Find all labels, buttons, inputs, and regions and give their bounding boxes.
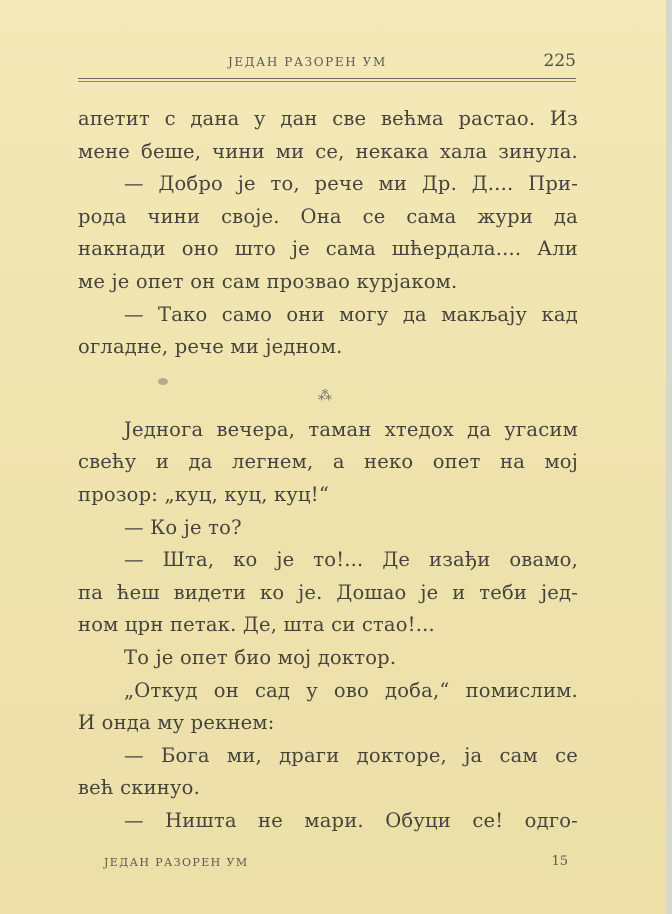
text-line <box>78 707 578 740</box>
word: ко <box>233 548 258 572</box>
word: то? <box>208 515 242 539</box>
text-line <box>78 675 578 708</box>
word: је <box>291 237 310 261</box>
text-line <box>78 642 578 675</box>
word: у <box>254 107 266 130</box>
word: Ко <box>150 515 178 539</box>
text-line <box>78 740 578 773</box>
word: Једнога <box>124 417 204 441</box>
text-line <box>78 609 578 642</box>
word: да <box>188 450 213 474</box>
word: сам <box>499 743 538 767</box>
word: куц!“ <box>274 482 330 506</box>
page-edge <box>666 0 672 914</box>
word: је <box>183 515 202 539</box>
word: Из <box>549 107 578 130</box>
header-rule-thin <box>78 81 576 82</box>
word: Добро <box>158 172 223 196</box>
word: је <box>420 580 439 604</box>
word: — <box>124 302 144 326</box>
word: Шта, <box>162 548 215 572</box>
word: опет <box>179 645 228 669</box>
word: Тако <box>158 302 208 326</box>
word: се! <box>472 808 504 832</box>
word: не <box>258 808 283 832</box>
word: то!... <box>313 548 364 572</box>
word: доба,“ <box>385 678 450 702</box>
word: зинула. <box>498 139 578 163</box>
word: се <box>555 743 578 767</box>
word: с <box>164 107 176 130</box>
body-text <box>78 103 578 837</box>
sheet-number: 15 <box>551 854 568 869</box>
text-line <box>78 544 578 577</box>
word: већ <box>78 776 114 800</box>
word: опет <box>432 450 481 474</box>
word: он <box>213 678 239 702</box>
word: „Откуд <box>124 678 198 702</box>
word: се <box>362 204 386 228</box>
word: мој <box>544 450 578 474</box>
word: могу <box>339 302 389 326</box>
word: прозвао <box>266 269 351 293</box>
word: да <box>467 417 492 441</box>
top-text-block <box>78 103 578 364</box>
word: чини <box>212 139 265 163</box>
running-title: ЈЕДАН РАЗОРЕН УМ <box>228 55 387 69</box>
word: растао. <box>458 107 536 130</box>
word: одго- <box>524 808 578 832</box>
word: своје. <box>221 204 280 228</box>
word: Дошао <box>336 580 407 604</box>
word: При- <box>528 172 578 196</box>
bottom-text-block <box>78 414 578 838</box>
word: курјаком. <box>356 269 458 293</box>
word: И <box>78 711 96 735</box>
section-separator: ⁂ <box>318 388 332 404</box>
text-line <box>78 136 578 169</box>
word: — <box>124 808 144 832</box>
word: прозор: <box>78 482 159 506</box>
word: рече <box>314 172 364 196</box>
word: — <box>124 172 144 196</box>
text-line <box>78 577 578 610</box>
word: ми <box>275 139 305 163</box>
word: шта <box>283 613 325 637</box>
word: они <box>286 302 325 326</box>
word: неко <box>364 450 414 474</box>
word: он <box>190 269 216 293</box>
word: је <box>111 269 130 293</box>
word: сама <box>406 204 457 228</box>
text-line <box>78 299 578 332</box>
word: теби <box>479 580 528 604</box>
text-line <box>78 331 578 364</box>
word: угасим <box>504 417 578 441</box>
word: помислим. <box>465 678 578 702</box>
word: — <box>124 548 144 572</box>
word: скинуо. <box>120 776 201 800</box>
word: јед- <box>541 580 578 604</box>
word: да <box>553 204 578 228</box>
word: сама <box>325 237 376 261</box>
text-line <box>78 805 578 838</box>
word: па <box>78 580 104 604</box>
word: је <box>155 645 174 669</box>
word: хтедох <box>384 417 454 441</box>
word: драги <box>279 743 340 767</box>
word: видети <box>173 580 247 604</box>
word: легнем, <box>231 450 314 474</box>
word: некака <box>355 139 429 163</box>
word: жури <box>477 204 534 228</box>
word: Д.... <box>471 172 514 196</box>
word: сад <box>254 678 291 702</box>
word: куц, <box>224 482 268 506</box>
word: — <box>124 515 144 539</box>
word: рода <box>78 204 127 228</box>
text-line <box>78 414 578 447</box>
word: доктор. <box>317 645 397 669</box>
word: опет <box>135 269 184 293</box>
word: рече <box>174 335 224 359</box>
word: петак. <box>169 613 237 637</box>
text-line <box>78 512 578 545</box>
word: накнади <box>78 237 166 261</box>
word: „куц, <box>164 482 218 506</box>
word: Она <box>300 204 342 228</box>
word: шћердала.... <box>391 237 522 261</box>
text-line <box>78 446 578 479</box>
word: Др. <box>421 172 457 196</box>
word: овамо, <box>509 548 578 572</box>
word: мој <box>277 645 312 669</box>
word: хала <box>439 139 488 163</box>
page-header <box>78 51 576 73</box>
word: таман <box>308 417 372 441</box>
word: апетит <box>78 107 150 130</box>
word: ми, <box>226 743 262 767</box>
word: изађи <box>429 548 491 572</box>
word: му <box>157 711 185 735</box>
word: ово <box>333 678 369 702</box>
word: да <box>402 302 427 326</box>
word: на <box>500 450 526 474</box>
word: Обуци <box>385 808 451 832</box>
text-line <box>78 103 578 136</box>
word: мари. <box>304 808 364 832</box>
word: онда <box>101 711 151 735</box>
word: ћеш <box>116 580 160 604</box>
word: беше, <box>141 139 202 163</box>
word: дан <box>280 107 318 130</box>
word: једном. <box>265 335 343 359</box>
word: све <box>332 107 367 130</box>
word: Ништа <box>165 808 237 832</box>
word: а <box>332 450 345 474</box>
word: Али <box>537 237 578 261</box>
word: црн <box>124 613 164 637</box>
word: огладне, <box>78 335 169 359</box>
word: вечера, <box>216 417 296 441</box>
word: стао!... <box>361 613 435 637</box>
word: макљају <box>441 302 528 326</box>
word: — <box>124 743 144 767</box>
text-line <box>78 233 578 266</box>
word: дана <box>190 107 240 130</box>
word: сам <box>221 269 261 293</box>
word: и <box>155 450 170 474</box>
word: ном <box>78 613 119 637</box>
page-footer <box>104 852 568 872</box>
word: мене <box>78 139 131 163</box>
printer-signature: ЈЕДАН РАЗОРЕН УМ <box>104 856 249 869</box>
word: у <box>306 678 318 702</box>
word: оно <box>181 237 219 261</box>
word: докторе, <box>356 743 447 767</box>
text-line <box>78 479 578 512</box>
word: То <box>124 645 150 669</box>
word: био <box>234 645 272 669</box>
word: Де, <box>242 613 278 637</box>
ink-blot <box>158 378 168 385</box>
page-number: 225 <box>543 51 576 71</box>
word: што <box>234 237 276 261</box>
word: већма <box>380 107 444 130</box>
text-line <box>78 266 578 299</box>
word: само <box>221 302 273 326</box>
word: Бога <box>160 743 210 767</box>
word: је. <box>298 580 323 604</box>
text-line <box>78 201 578 234</box>
header-rule <box>78 78 576 79</box>
word: се, <box>315 139 345 163</box>
word: Де <box>382 548 411 572</box>
word: кад <box>541 302 578 326</box>
word: ми <box>378 172 408 196</box>
word: и <box>452 580 466 604</box>
word: је <box>237 172 256 196</box>
word: ме <box>78 269 106 293</box>
word: рекнем: <box>190 711 275 735</box>
word: ми <box>230 335 259 359</box>
text-line <box>78 772 578 805</box>
word: ја <box>464 743 483 767</box>
word: си <box>331 613 356 637</box>
word: је <box>276 548 295 572</box>
word: свећу <box>78 450 137 474</box>
word: чини <box>147 204 201 228</box>
word: то, <box>270 172 300 196</box>
text-line <box>78 168 578 201</box>
word: ко <box>259 580 285 604</box>
